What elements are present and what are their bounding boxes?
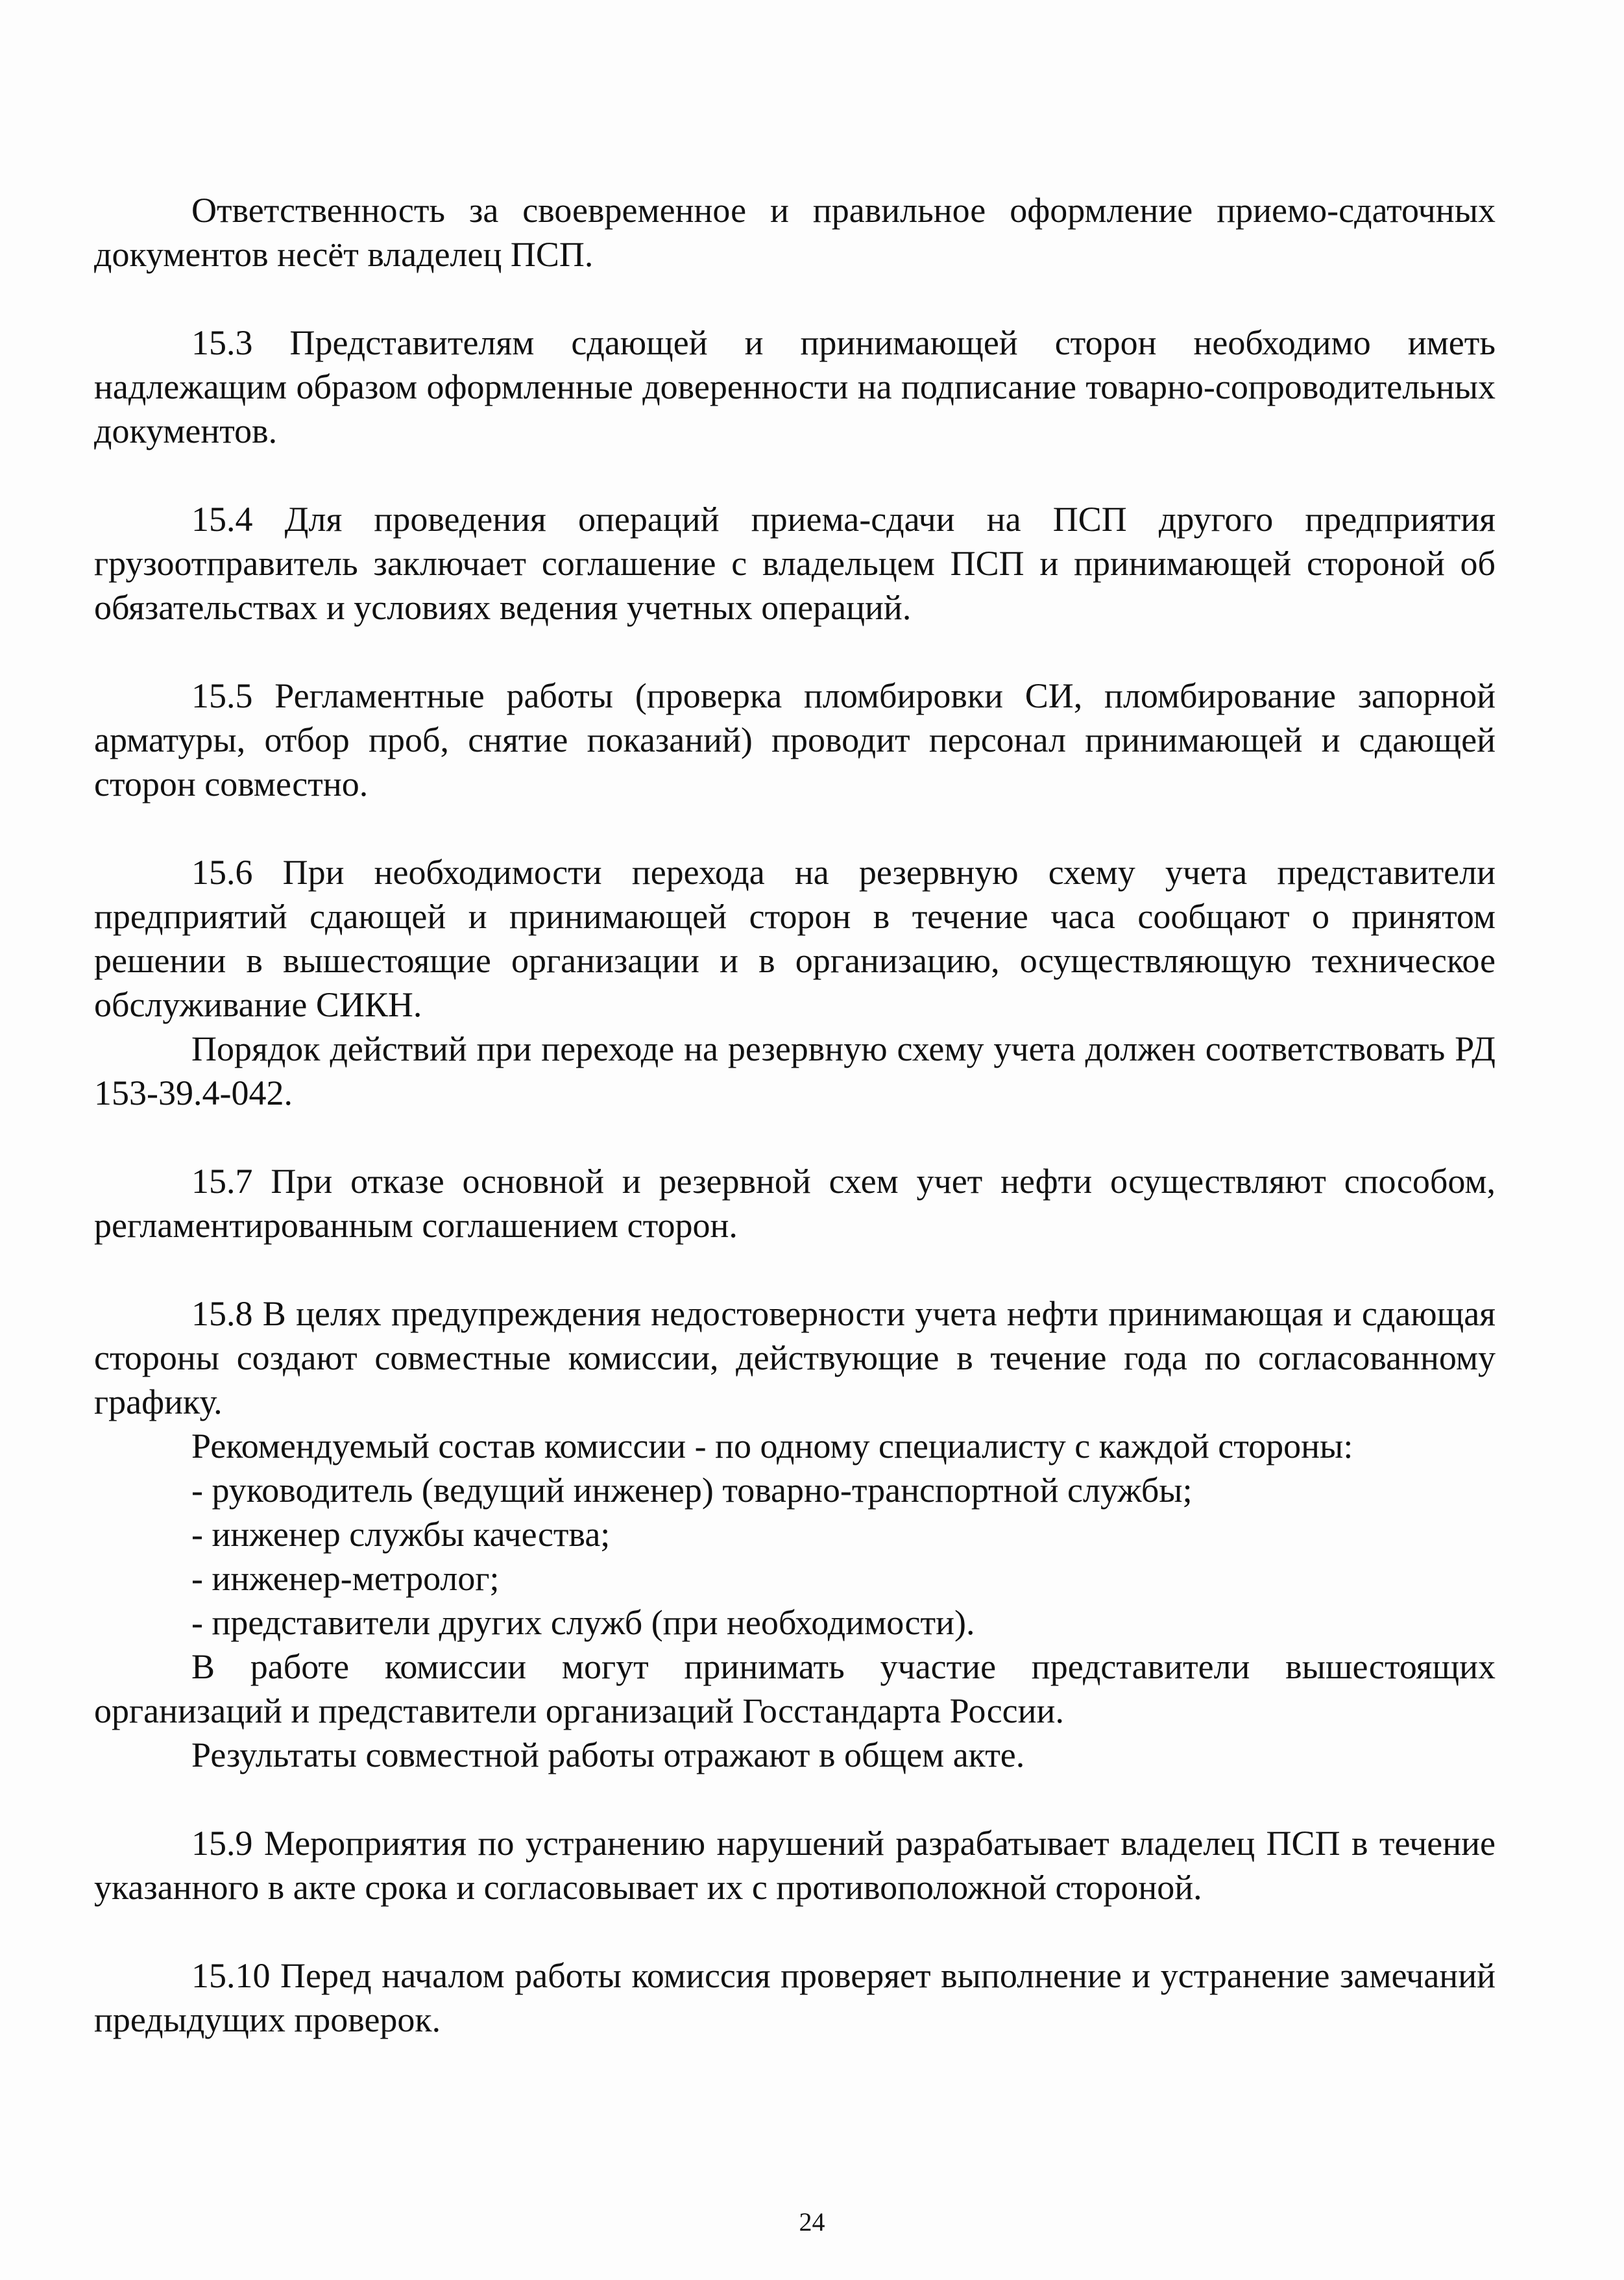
list-item: - представители других служб (при необходимости). xyxy=(191,1603,975,1642)
paragraph-15-7: 15.7 При отказе основной и резервной схем учет нефти осуществляют способом, регламентированным соглашением сторон. xyxy=(94,1162,1496,1245)
paragraph-15-6-procedure: Порядок действий при переходе на резервную схему учета должен соответствовать РД 153-39.4-042. xyxy=(94,1029,1496,1112)
page-body xyxy=(94,188,1496,2042)
paragraph-15-6: 15.6 При необходимости перехода на резервную схему учета представители предприятий сдающей и принимающей сторон в течение часа сообщают о принятом решении в вышестоящие организации и в организацию, осуществляющую техническое обслуживание СИКН. xyxy=(94,853,1496,1024)
list-item: - инженер-метролог; xyxy=(191,1559,500,1598)
paragraph-responsibility: Ответственность за своевременное и правильное оформление приемо-сдаточных документов несёт владелец ПСП. xyxy=(94,191,1496,274)
list-item: - руководитель (ведущий инженер) товарно-транспортной службы; xyxy=(191,1471,1193,1510)
paragraph-15-10: 15.10 Перед началом работы комиссия проверяет выполнение и устранение замечаний предыдущих проверок. xyxy=(94,1956,1496,2039)
paragraph-15-4: 15.4 Для проведения операций приема-сдачи на ПСП другого предприятия грузоотправитель заключает соглашение с владельцем ПСП и принимающей стороной об обязательствах и условиях ведения учетных операций. xyxy=(94,500,1496,627)
paragraph-15-9: 15.9 Мероприятия по устранению нарушений разрабатывает владелец ПСП в течение указанного в акте срока и согласовывает их с противоположной стороной. xyxy=(94,1824,1496,1907)
paragraph-15-5: 15.5 Регламентные работы (проверка пломбировки СИ, пломбирование запорной арматуры, отбор проб, снятие показаний) проводит персонал принимающей и сдающей сторон совместно. xyxy=(94,676,1496,803)
paragraph-15-8-composition: Рекомендуемый состав комиссии - по одному специалисту с каждой стороны: xyxy=(191,1427,1353,1465)
list-item: - инженер службы качества; xyxy=(191,1515,611,1554)
paragraph-15-8-results: Результаты совместной работы отражают в общем акте. xyxy=(191,1735,1025,1774)
paragraph-15-3: 15.3 Представителям сдающей и принимающей сторон необходимо иметь надлежащим образом оформленные доверенности на подписание товарно-сопроводительных документов. xyxy=(94,323,1496,450)
paragraph-15-8-participants: В работе комиссии могут принимать участие представители вышестоящих организаций и представители организаций Госстандарта России. xyxy=(94,1647,1496,1730)
page-number: 24 xyxy=(799,2207,825,2237)
paragraph-15-8: 15.8 В целях предупреждения недостоверности учета нефти принимающая и сдающая стороны создают совместные комиссии, действующие в течение года по согласованному графику. xyxy=(94,1294,1496,1421)
